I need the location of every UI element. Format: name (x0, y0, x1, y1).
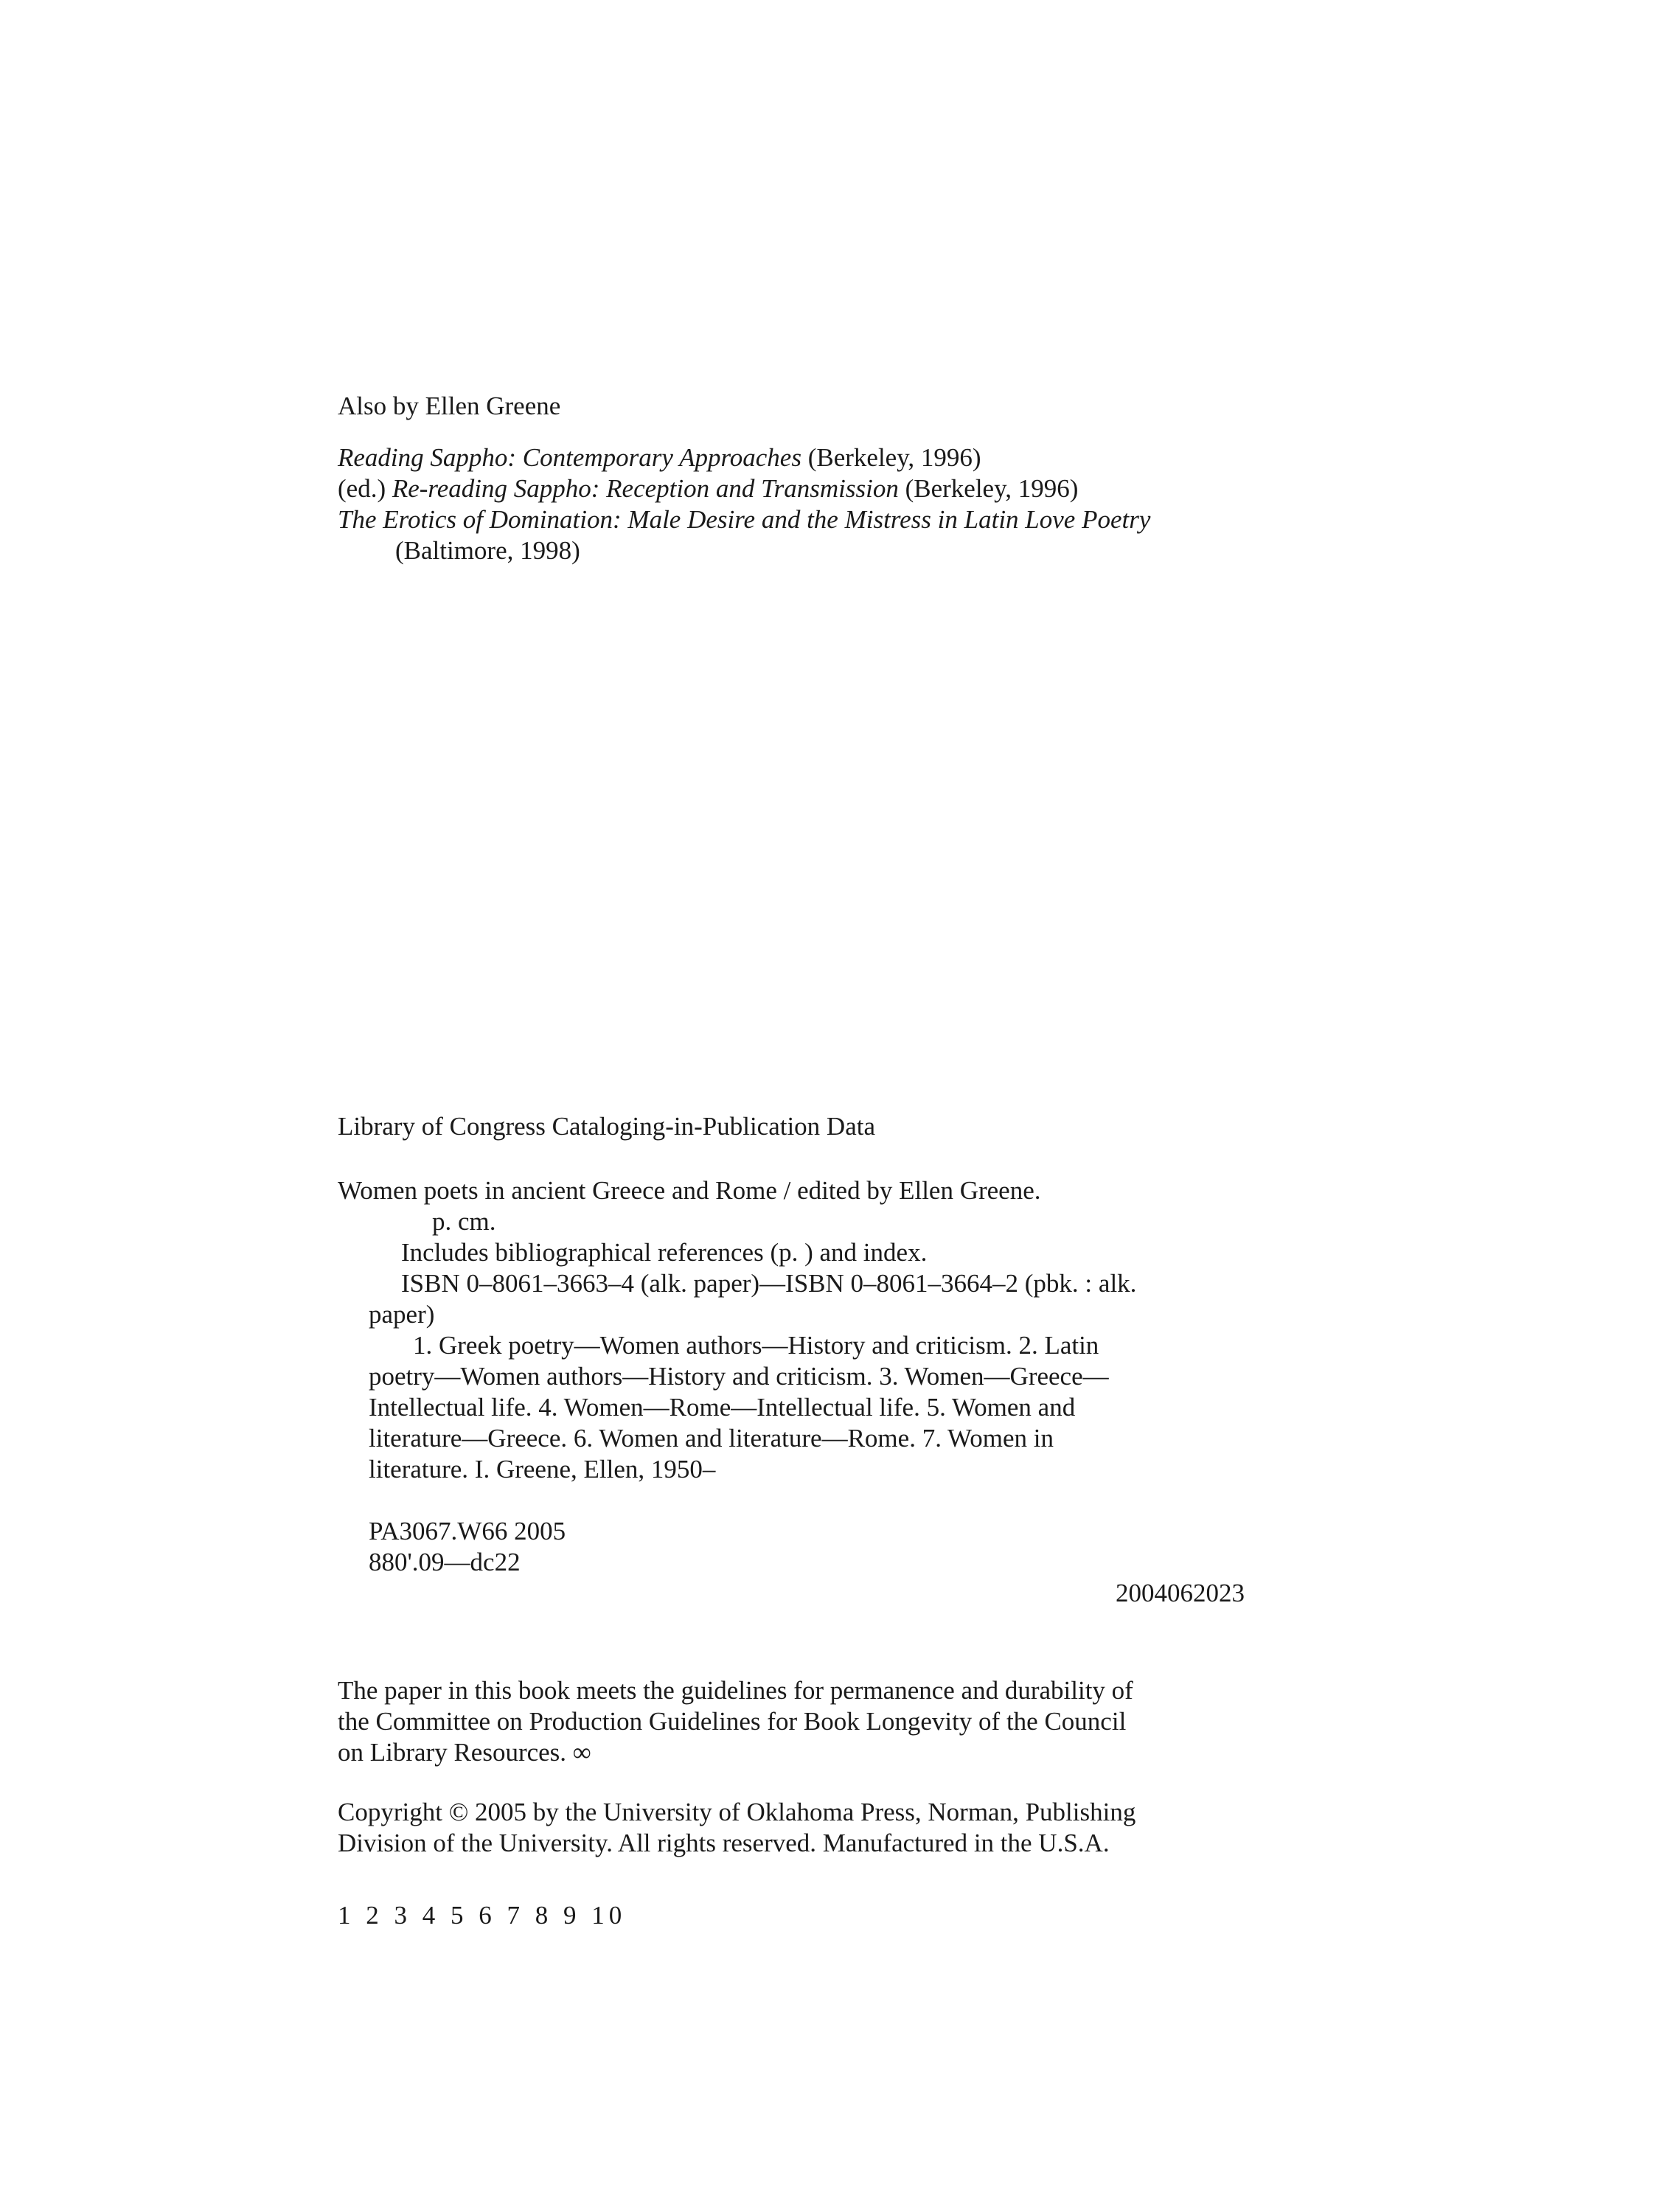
cip-title-line: Women poets in ancient Greece and Rome / edited by Ellen Greene. (338, 1176, 1041, 1205)
paper-note-line: The paper in this book meets the guidelines for permanence and durability of (338, 1676, 1133, 1705)
book-entry-continuation: (Baltimore, 1998) (395, 536, 580, 565)
cip-subject-line: poetry—Women authors—History and criticism. 3. Women—Greece— (369, 1362, 1109, 1391)
cip-record (338, 1175, 1245, 1609)
cip-subject-line: literature. I. Greene, Ellen, 1950– (369, 1455, 716, 1484)
cip-heading-text: Library of Congress Cataloging-in-Publication Data (338, 1112, 876, 1141)
paper-note-line: on Library Resources. ∞ (338, 1738, 591, 1767)
cip-spacer (338, 1485, 1245, 1516)
book-title: The Erotics of Domination: Male Desire and the Mistress in Latin Love Poetry (338, 505, 1151, 534)
book-title: Reading Sappho: Contemporary Approaches (338, 443, 801, 472)
cip-lccn: 2004062023 (1116, 1579, 1245, 1607)
cip-dewey-number: 880'.09—dc22 (369, 1548, 521, 1576)
paper-note-line: the Committee on Production Guidelines for Book Longevity of the Council (338, 1707, 1127, 1736)
also-by-heading (338, 391, 1245, 422)
cip-call-number: PA3067.W66 2005 (369, 1517, 566, 1545)
book-entry (338, 442, 1245, 473)
copyright-notice (338, 1797, 1245, 1859)
also-by-heading-text: Also by Ellen Greene (338, 392, 561, 420)
cip-heading (338, 1111, 1245, 1142)
cip-isbn-line: ISBN 0–8061–3663–4 (alk. paper)—ISBN 0–8061–3664–2 (pbk. : alk. (401, 1269, 1137, 1298)
printing-line-text: 1 2 3 4 5 6 7 8 9 10 (338, 1901, 627, 1930)
cip-subject-line: Intellectual life. 4. Women—Rome—Intellectual life. 5. Women and (369, 1393, 1076, 1422)
book-prefix: (ed.) (338, 474, 392, 503)
book-entry (338, 504, 1245, 535)
cip-isbn-line: paper) (369, 1300, 435, 1329)
book-publication: (Berkeley, 1996) (898, 474, 1079, 503)
copyright-line: Division of the University. All rights reserved. Manufactured in the U.S.A. (338, 1829, 1110, 1857)
book-title: Re-reading Sappho: Reception and Transmission (392, 474, 899, 503)
cip-subject-line: literature—Greece. 6. Women and literature—Rome. 7. Women in (369, 1424, 1054, 1453)
also-by-book-list (338, 442, 1245, 566)
paper-permanence-note (338, 1675, 1245, 1768)
copyright-line: Copyright © 2005 by the University of Oklahoma Press, Norman, Publishing (338, 1798, 1136, 1826)
book-publication: (Berkeley, 1996) (801, 443, 981, 472)
cip-subject-line: 1. Greek poetry—Women authors—History and criticism. 2. Latin (413, 1331, 1099, 1360)
cip-includes: Includes bibliographical references (p. ) and index. (401, 1238, 928, 1267)
cip-pcm: p. cm. (432, 1207, 496, 1236)
book-entry (338, 473, 1245, 504)
printing-line (338, 1900, 1245, 1931)
